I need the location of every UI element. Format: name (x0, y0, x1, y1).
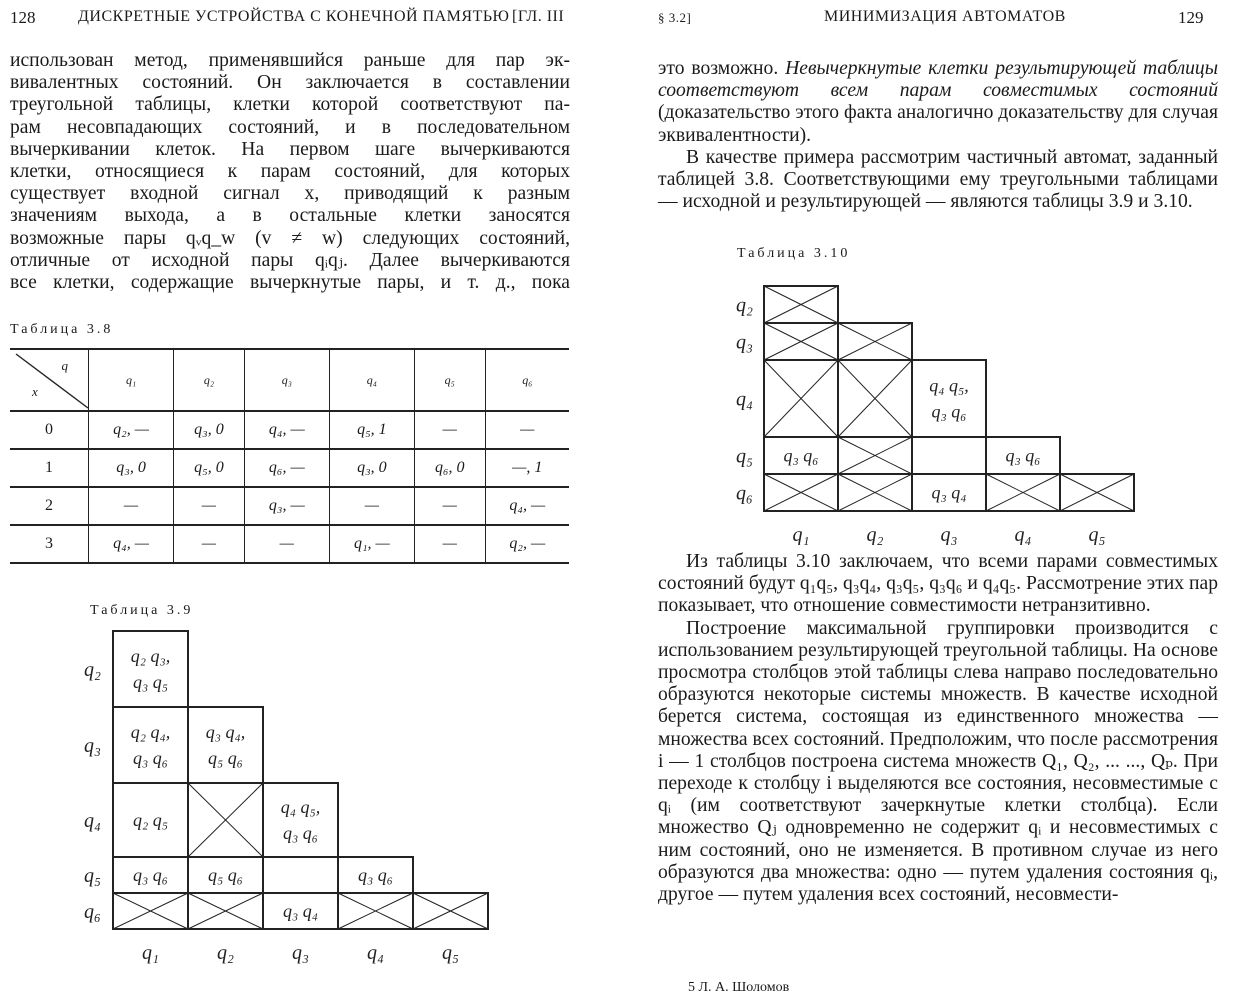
row-label: q₄ (84, 810, 101, 832)
cell-pair-text: q₃ q₄ (282, 901, 319, 921)
row-header: 0 (45, 421, 53, 438)
table-cell: — (414, 411, 485, 449)
column-header: q₁ (89, 349, 174, 411)
text-line: возможные пары qᵥq_w (v ≠ w) следующих состояний, (10, 227, 570, 249)
text-line: треугольной таблицы, клетки которой соответствуют па- (10, 94, 570, 116)
tri-cell (188, 707, 263, 783)
corner-label-x: x (32, 384, 38, 399)
column-header: q₅ (414, 349, 485, 411)
table-39-caption: Таблица 3.9 (90, 603, 194, 618)
table-cell: — (89, 487, 174, 525)
text-line: отличные от исходной пары qᵢqⱼ. Далее вычеркиваются (10, 249, 570, 271)
column-label: q₅ (1088, 524, 1106, 545)
running-title-left: ДИСКРЕТНЫЕ УСТРОЙСТВА С КОНЕЧНОЙ ПАМЯТЬЮ (78, 8, 510, 25)
row-label: q₄ (736, 388, 753, 411)
column-label: q₃ (940, 524, 958, 545)
cell-pair-text: q₃ q₆ (1005, 445, 1041, 466)
tri-cell (113, 631, 188, 707)
table-cell: — (174, 525, 245, 563)
tri-cell (263, 783, 338, 857)
cell-pair-text: q₃ q₆ (931, 401, 967, 422)
row-header: 1 (45, 459, 53, 476)
table-row (10, 525, 569, 563)
column-header: q₄ (329, 349, 414, 411)
table-cell: q₅, 1 (329, 411, 414, 449)
column-label: q₂ (217, 942, 234, 964)
row-label: q₂ (736, 294, 753, 317)
table-38 (10, 348, 569, 564)
row-header: 2 (45, 497, 53, 514)
body-paragraph-2: В качестве примера рассмотрим частичный автомат, заданный таблицей 3.8. Соответствующими ему треугольными таблицами — исходной и результирующей — являются таблицы 3.9 и 3.10. (658, 146, 1218, 213)
table-cell: — (329, 487, 414, 525)
cell-pair-text: q₃ q₆ (783, 445, 819, 466)
para1-tail: (доказательство этого факта аналогично доказательству для случая эквивалентности). (658, 102, 1218, 146)
column-label: q₁ (142, 942, 159, 964)
table-39-triangular (80, 620, 520, 965)
row-label: q₆ (736, 482, 753, 505)
chapter-ref: [ГЛ. III (512, 8, 565, 25)
table-cell: q₄, — (244, 411, 329, 449)
table-cell: — (244, 525, 329, 563)
cell-pair-text: q₂ q₅ (132, 810, 169, 830)
text-line: вивалентных состояний. Он заключается в составлении (10, 72, 570, 94)
table-310-caption: Таблица 3.10 (737, 246, 851, 261)
table-310-triangular (730, 280, 1150, 545)
body-paragraph-1 (658, 58, 1218, 213)
table-cell: q₁, — (329, 525, 414, 563)
text-line: вычеркивании клеток. На первом шаге вычеркиваются (10, 138, 570, 160)
tri-cell (113, 707, 188, 783)
page-number-left: 128 (10, 8, 36, 27)
table-cell: — (174, 487, 245, 525)
para1-lead: это возможно. (658, 58, 786, 79)
body-paragraph-3: Из таблицы 3.10 заключаем, что всеми парами совместимых состояний будут q₁q₅, q₃q₄, q₃q₅, q₃q₆ и q₄q₅. Рассмотрение этих пар показывает, что отношение совместимости нетранзитивно. Построение максимальной группировки производится с использованием результирующей треугольной таблицы. На основе просмотра столбцов этой таблицы слева направо последовательно образуются некоторые системы множеств. В качестве исходной берется система, состоящая из единственного множества — множества всех состояний. Предположим, что после рассмотрения i — 1 столбцов построена система множеств Q₁, Q₂, ... ..., Qₚ. При переходе к столбцу i выделяются все состояния, несовместимые с qᵢ (им соответствуют зачеркнутые клетки столбца). Если множество Qⱼ одновременно не содержит qᵢ и несовместимых с ним состояний, оно не изменяется. В противном случае из него образуются два множества: одно — путем удаления состояния qᵢ, другое — путем удаления всех состояний, несовмести- (658, 551, 1218, 906)
body-paragraph-4: Построение максимальной группировки производится с использованием результирующей треугольной таблицы. На основе просмотра столбцов этой таблицы слева направо последовательно образуются некоторые системы множеств. В качестве исходной берется система, состоящая из единственного множества — множества всех состояний. Предположим, что после рассмотрения i — 1 столбцов построена система множеств Q₁, Q₂, ... ..., Qₚ. При переходе к столбцу i выделяются все состояния, несовместимые с qᵢ (им соответствуют зачеркнутые клетки столбца). Если множество Qⱼ одновременно не содержит qᵢ и несовместимых с ним состояний, оно не изменяется. В противном случае из него образуются два множества: одно — путем удаления состояния qᵢ, другое — путем удаления всех состояний, несовмести- (658, 617, 1218, 906)
table-cell: — (414, 525, 485, 563)
row-label: q₂ (84, 659, 101, 681)
column-label: q₄ (1014, 524, 1032, 545)
column-label: q₃ (292, 942, 309, 964)
column-label: q₁ (792, 524, 810, 545)
table-row (10, 449, 569, 487)
cell-pair-text: q₄ q₅, (929, 375, 969, 396)
row-label: q₃ (84, 735, 101, 757)
column-label: q₂ (866, 524, 884, 545)
tri-cell (263, 857, 338, 893)
table-cell: q₄, — (485, 487, 569, 525)
column-header: q₆ (485, 349, 569, 411)
table-cell: q₅, 0 (174, 449, 245, 487)
table-cell: — (485, 411, 569, 449)
table-cell: q₆, — (244, 449, 329, 487)
column-header: q₃ (244, 349, 329, 411)
section-ref: § 3.2] (658, 10, 692, 25)
column-label: q₄ (367, 942, 384, 964)
page-number-right: 129 (1178, 8, 1204, 27)
cell-pair-text: q₄ q₅, (280, 797, 321, 817)
row-label: q₃ (736, 331, 753, 354)
cell-pair-text: q₃ q₅ (132, 672, 169, 692)
table-cell: —, 1 (485, 449, 569, 487)
cell-pair-text: q₃ q₄, (205, 722, 246, 742)
table-cell: q₃, 0 (174, 411, 245, 449)
table-row (10, 411, 569, 449)
text-line: все клетки, содержащие вычеркнутые пары, и т. д., пока (10, 272, 570, 294)
tri-cell (912, 360, 986, 437)
body-paragraph-left (10, 50, 570, 294)
cell-pair-text: q₂ q₄, (130, 722, 171, 742)
row-header: 3 (45, 535, 53, 552)
table-cell: q₃, — (244, 487, 329, 525)
cell-pair-text: q₃ q₆ (132, 748, 169, 768)
right-page (630, 0, 1236, 1002)
cell-pair-text: q₂ q₃, (130, 646, 171, 666)
row-label: q₅ (736, 445, 753, 468)
table-cell: q₃, 0 (89, 449, 174, 487)
text-line: значениям выхода, а в остальные клетки заносятся (10, 205, 570, 227)
column-label: q₅ (442, 942, 459, 964)
cell-pair-text: q₅ q₆ (207, 865, 244, 885)
cell-pair-text: q₃ q₄ (931, 482, 967, 503)
table-cell: q₂, — (485, 525, 569, 563)
cell-pair-text: q₃ q₆ (357, 865, 394, 885)
text-line: клетки, относящиеся к парам состояний, для которых (10, 161, 570, 183)
tri-cell (912, 437, 986, 474)
cell-pair-text: q₅ q₆ (207, 748, 244, 768)
table-cell: q₄, — (89, 525, 174, 563)
row-label: q₅ (84, 865, 101, 887)
table-cell: — (414, 487, 485, 525)
text-line: существует входной сигнал x, приводящий к разным (10, 183, 570, 205)
row-label: q₆ (84, 901, 101, 923)
table-row (10, 487, 569, 525)
cell-pair-text: q₃ q₆ (282, 823, 319, 843)
cell-pair-text: q₃ q₆ (132, 865, 169, 885)
table-cell: q₆, 0 (414, 449, 485, 487)
text-line: использован метод, применявшийся раньше для пар эк- (10, 50, 570, 71)
table-cell: q₃, 0 (329, 449, 414, 487)
corner-cell (10, 349, 89, 411)
para1-italic: Невычеркнутые клетки результирующей таблицы соответствуют всем парам совместимых состояний (658, 58, 1218, 102)
corner-label-q: q (61, 358, 68, 373)
running-title-right: МИНИМИЗАЦИЯ АВТОМАТОВ (824, 8, 1066, 25)
column-header: q₂ (174, 349, 245, 411)
text-line: рам несовпадающих состояний, и в последовательном (10, 116, 570, 138)
table-38-caption: Таблица 3.8 (10, 322, 114, 337)
table-cell: q₂, — (89, 411, 174, 449)
left-page (0, 0, 600, 1002)
footer-signature: 5 Л. А. Шоломов (688, 980, 790, 995)
